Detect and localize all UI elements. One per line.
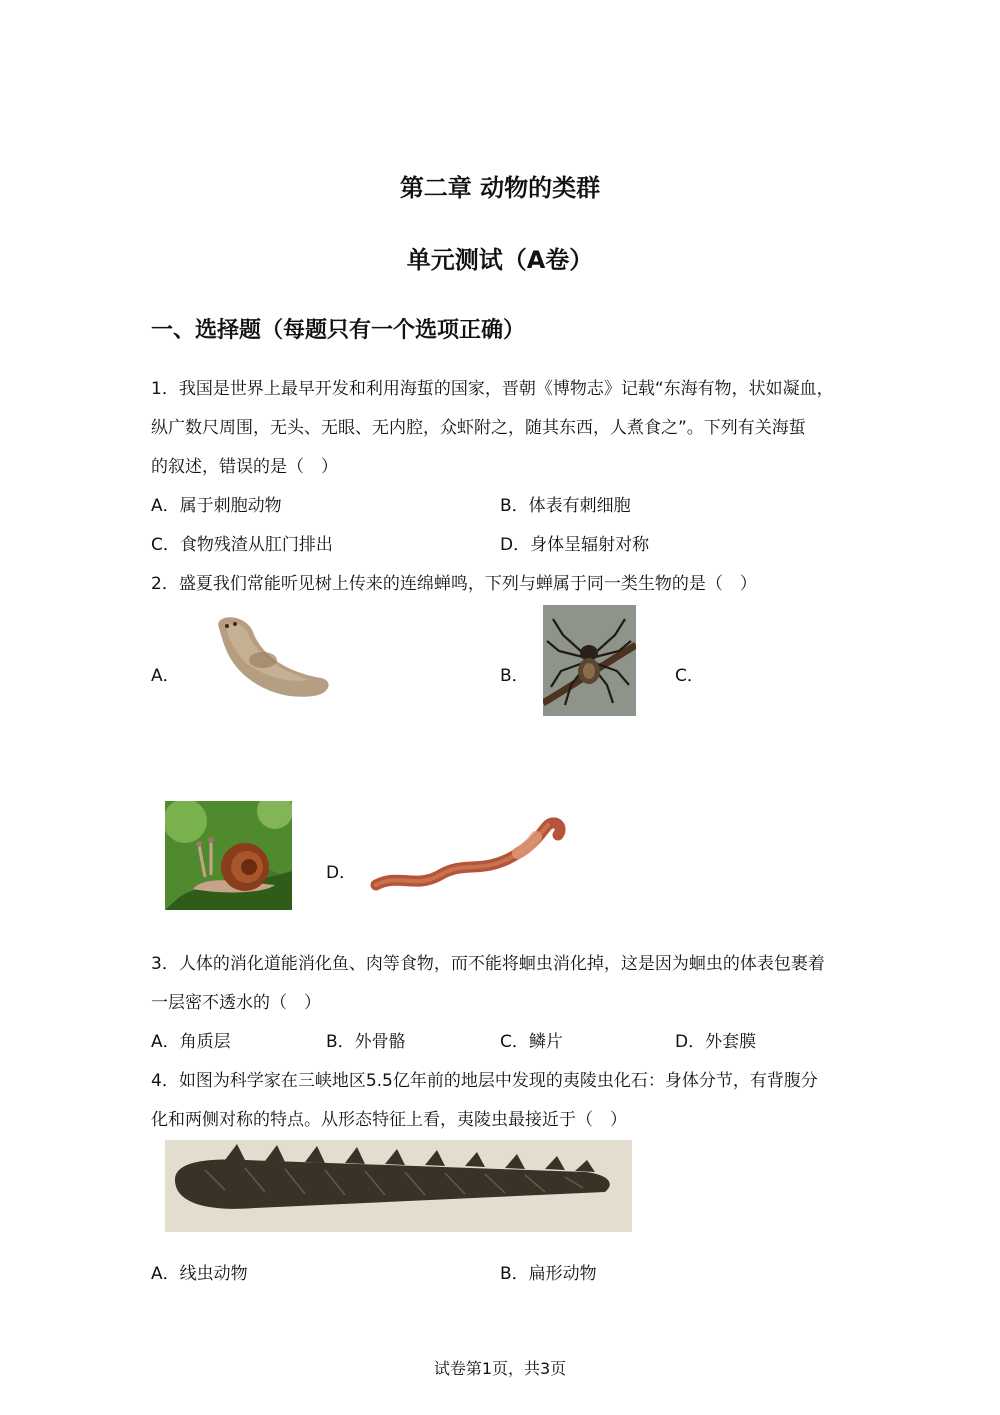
chapter-title: 第二章 动物的类群 (399, 174, 601, 202)
q2-option-b-label[interactable]: B． (500, 666, 529, 686)
q2-line-1: 2．盛夏我们常能听见树上传来的连绵蝉鸣，下列与蝉属于同一类生物的是（ ） (151, 574, 757, 594)
q4-option-a[interactable]: A．线虫动物 (151, 1264, 248, 1284)
q4-line-2: 化和两侧对称的特点。从形态特征上看，夷陵虫最接近于（ ） (151, 1110, 627, 1130)
q3-option-c[interactable]: C．鳞片 (500, 1032, 563, 1052)
q1-line-3: 的叙述，错误的是（ ） (151, 457, 338, 477)
q1-option-b[interactable]: B．体表有刺细胞 (500, 496, 631, 516)
spider-image (543, 605, 636, 716)
q3-option-d[interactable]: D．外套膜 (675, 1032, 757, 1052)
q2-option-c-label[interactable]: C． (675, 666, 704, 686)
q3-option-a[interactable]: A．角质层 (151, 1032, 231, 1052)
q1-option-c[interactable]: C．食物残渣从肛门排出 (151, 535, 333, 555)
q2-option-a-label[interactable]: A． (151, 666, 180, 686)
q1-option-d[interactable]: D．身体呈辐射对称 (500, 535, 650, 555)
flatworm-image (205, 610, 335, 705)
q2-option-d-label[interactable]: D． (326, 863, 357, 883)
page-footer: 试卷第1页，共3页 (433, 1359, 567, 1378)
q4-option-b[interactable]: B．扁形动物 (500, 1264, 597, 1284)
fossil-image (165, 1140, 632, 1232)
test-subtitle: 单元测试（A卷） (406, 246, 594, 274)
snail-image (165, 801, 292, 910)
q1-option-a[interactable]: A．属于刺胞动物 (151, 496, 282, 516)
section-heading: 一、选择题（每题只有一个选项正确） (151, 318, 526, 343)
earthworm-image (368, 813, 568, 898)
q1-line-2: 纵广数尺周围，无头、无眼、无内腔，众虾附之，随其东西，人煮食之”。下列有关海蜇 (151, 418, 806, 438)
q4-line-1: 4．如图为科学家在三峡地区5.5亿年前的地层中发现的夷陵虫化石：身体分节，有背腹分 (151, 1071, 818, 1091)
q3-line-1: 3．人体的消化道能消化鱼、肉等食物，而不能将蛔虫消化掉，这是因为蛔虫的体表包裹着 (151, 954, 825, 974)
q3-option-b[interactable]: B．外骨骼 (326, 1032, 406, 1052)
q1-line-1: 1．我国是世界上最早开发和利用海蜇的国家，晋朝《博物志》记载“东海有物，状如凝血， (151, 379, 834, 399)
q3-line-2: 一层密不透水的（ ） (151, 993, 321, 1013)
